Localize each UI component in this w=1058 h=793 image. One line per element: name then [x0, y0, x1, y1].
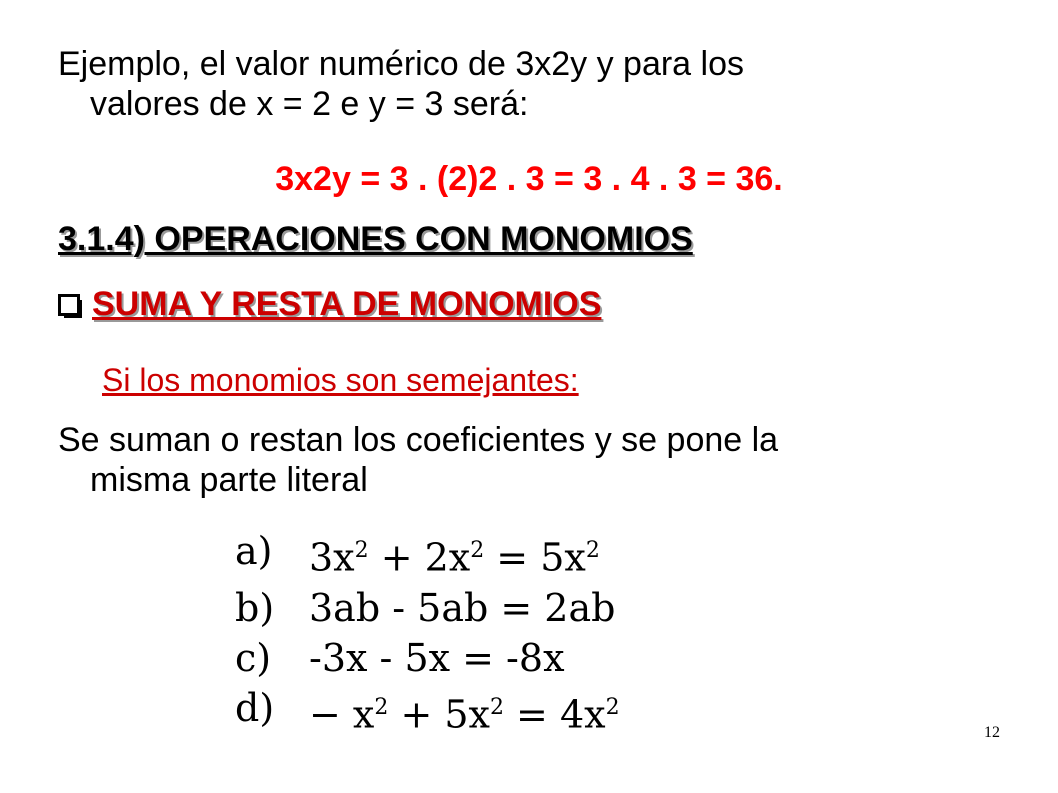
rule-line-2: misma parte literal — [90, 461, 368, 499]
example-item — [235, 683, 785, 740]
intro-line-1: Ejemplo, el valor numérico de 3x2y y para los — [58, 45, 744, 83]
example-label: b) — [235, 585, 275, 630]
example-label: c) — [235, 635, 272, 680]
example-formula: 3x2y = 3 . (2)2 . 3 = 3 . 4 . 3 = 36. — [275, 160, 783, 198]
example-label: d) — [235, 685, 275, 730]
example-expression: 3ab - 5ab = 2ab — [309, 585, 616, 630]
rule-paragraph — [58, 420, 1006, 500]
section-heading: 3.1.4) OPERACIONES CON MONOMIOS — [58, 220, 693, 258]
subheading: Si los monomios son semejantes: — [102, 362, 579, 398]
example-expression: -3x - 5x = -8x — [309, 635, 565, 680]
checkbox-bullet-icon — [58, 294, 80, 316]
examples-list — [235, 526, 785, 739]
example-item — [235, 526, 785, 583]
example-item — [235, 583, 785, 633]
bullet-text: SUMA Y RESTA DE MONOMIOS — [92, 285, 602, 323]
bullet-item — [58, 285, 601, 324]
rule-line-1: Se suman o restan los coeficientes y se pone la — [58, 421, 779, 459]
page-number: 12 — [984, 724, 1000, 741]
intro-line-2: valores de x = 2 e y = 3 será: — [90, 85, 529, 123]
example-label: a) — [235, 529, 273, 573]
example-item — [235, 633, 785, 683]
intro-paragraph — [58, 44, 1006, 124]
example-expression: $3x^2 + 2x^2 = 5x^2$ — [309, 535, 600, 580]
example-expression: − $x^2 + 5x^2 = 4x^2$ — [309, 692, 620, 737]
